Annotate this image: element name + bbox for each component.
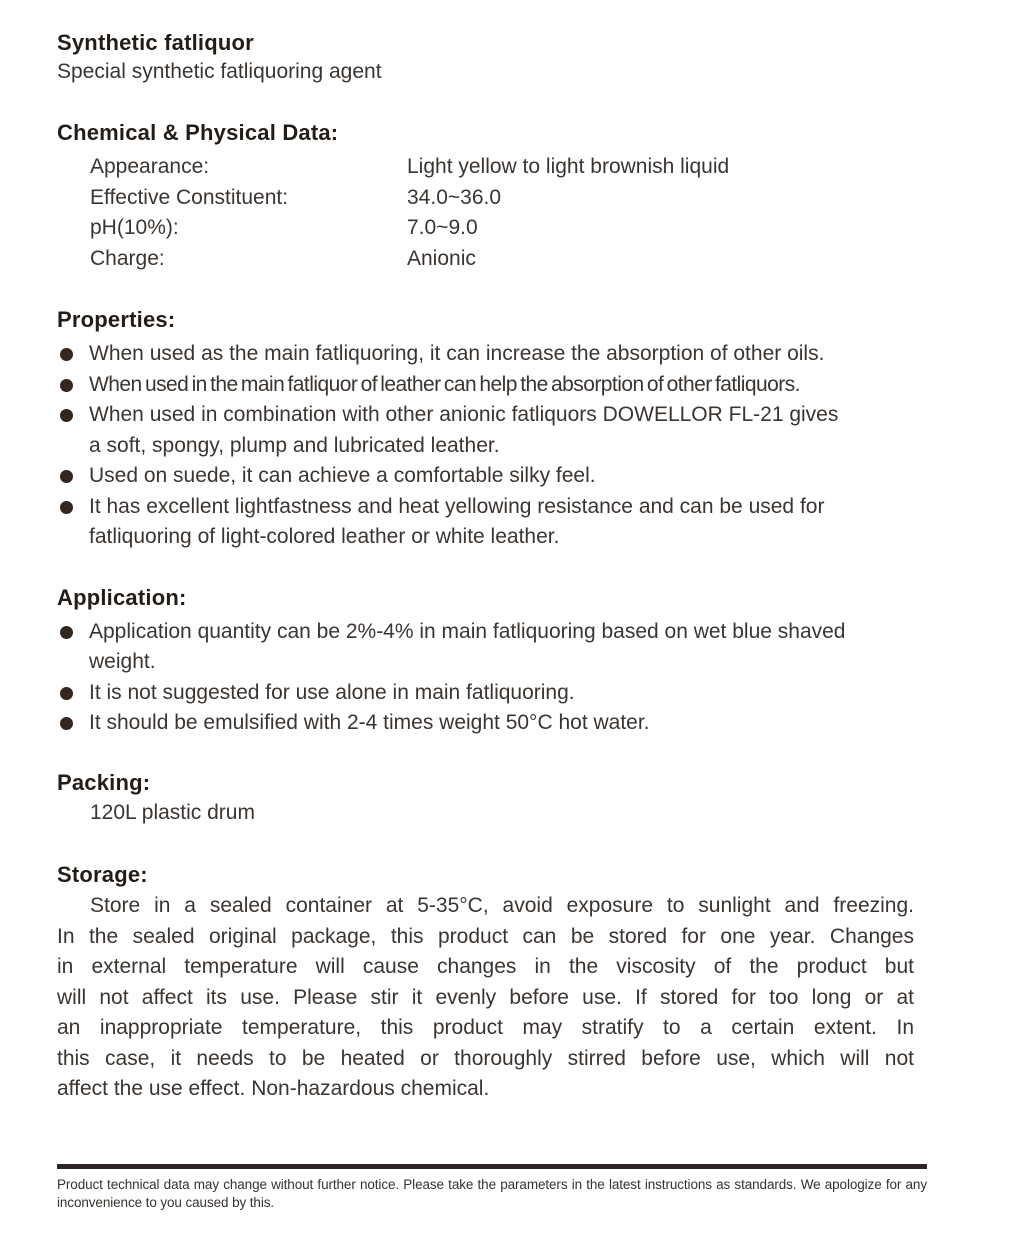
list-item-text: Application quantity can be 2%-4% in main fatliquoring based on wet blue shaved	[89, 619, 846, 643]
bullet-icon	[60, 470, 73, 483]
row-label-appearance: Appearance:	[90, 155, 210, 178]
list-item-text: When used in the main fatliquor of leather can help the absorption of other fatliquors.	[89, 372, 800, 396]
row-label-ph: pH(10%):	[90, 216, 179, 239]
list-item-text: It should be emulsified with 2-4 times weight 50°C hot water.	[89, 711, 650, 734]
section-heading-chemical-physical-data: Chemical & Physical Data:	[57, 120, 339, 145]
bullet-icon	[60, 501, 73, 514]
list-item-text: It is not suggested for use alone in main fatliquoring.	[89, 680, 575, 704]
application-list	[57, 617, 969, 739]
section-heading-storage: Storage:	[57, 862, 148, 887]
list-item	[60, 678, 969, 709]
row-value-ph: 7.0~9.0	[407, 216, 478, 239]
list-item	[60, 617, 969, 678]
bullet-icon	[60, 626, 73, 639]
row-value-charge: Anionic	[407, 246, 476, 270]
list-item-text: It has excellent lightfastness and heat yellowing resistance and can be used for	[89, 494, 825, 518]
list-item	[60, 400, 969, 461]
paragraph-line: an inappropriate temperature, this product may stratify to a certain extent. In	[57, 1016, 914, 1039]
list-item-text: When used as the main fatliquoring, it can increase the absorption of other oils.	[89, 342, 825, 365]
paragraph-line: in external temperature will cause changes in the viscosity of the product but	[57, 955, 914, 978]
disclaimer-line: inconvenience to you caused by this.	[57, 1195, 275, 1210]
bullet-icon	[60, 409, 73, 422]
bullet-icon	[60, 687, 73, 700]
list-item	[60, 492, 969, 553]
list-item	[60, 370, 969, 401]
table-row	[90, 244, 969, 275]
list-item-text: weight.	[89, 650, 156, 673]
list-item	[60, 708, 969, 739]
chemical-data-table	[90, 152, 969, 274]
bullet-icon	[60, 348, 73, 361]
table-row	[90, 183, 969, 214]
bullet-icon	[60, 379, 73, 392]
row-value-effective-constituent: 34.0~36.0	[407, 185, 502, 209]
packing-text: 120L plastic drum	[90, 800, 255, 824]
list-item	[60, 339, 969, 370]
disclaimer-line: Product technical data may change without further notice. Please take the parameters in the latest instructions as standards. We apologize for any	[57, 1176, 927, 1192]
properties-list	[57, 339, 969, 553]
paragraph-line: will not affect its use. Please stir it evenly before use. If stored for too long or at	[57, 985, 914, 1009]
row-label-effective-constituent: Effective Constituent:	[90, 185, 289, 209]
footer-divider	[57, 1164, 927, 1169]
paragraph-line: affect the use effect. Non-hazardous chemical.	[57, 1077, 490, 1100]
list-item-text: a soft, spongy, plump and lubricated leather.	[89, 433, 500, 457]
paragraph-line: Store in a sealed container at 5-35°C, avoid exposure to sunlight and freezing.	[90, 894, 914, 917]
row-label-charge: Charge:	[90, 246, 165, 270]
section-heading-application: Application:	[57, 584, 187, 610]
section-heading-properties: Properties:	[57, 307, 176, 332]
list-item	[60, 461, 969, 492]
bullet-icon	[60, 717, 73, 730]
table-row	[90, 152, 969, 183]
table-row	[90, 213, 969, 244]
row-value-appearance: Light yellow to light brownish liquid	[407, 155, 730, 178]
storage-paragraph	[57, 891, 914, 1105]
page-subtitle: Special synthetic fatliquoring agent	[57, 60, 382, 83]
section-heading-packing: Packing:	[57, 769, 151, 795]
footer-disclaimer	[57, 1176, 927, 1213]
paragraph-line: In the sealed original package, this product can be stored for one year. Changes	[57, 924, 914, 948]
paragraph-line: this case, it needs to be heated or thoroughly stirred before use, which will not	[57, 1046, 914, 1070]
list-item-text: Used on suede, it can achieve a comfortable silky feel.	[89, 464, 596, 487]
page-title: Synthetic fatliquor	[57, 30, 254, 55]
list-item-text: When used in combination with other anionic fatliquors DOWELLOR FL-21 gives	[89, 403, 839, 426]
list-item-text: fatliquoring of light-colored leather or white leather.	[89, 525, 560, 548]
